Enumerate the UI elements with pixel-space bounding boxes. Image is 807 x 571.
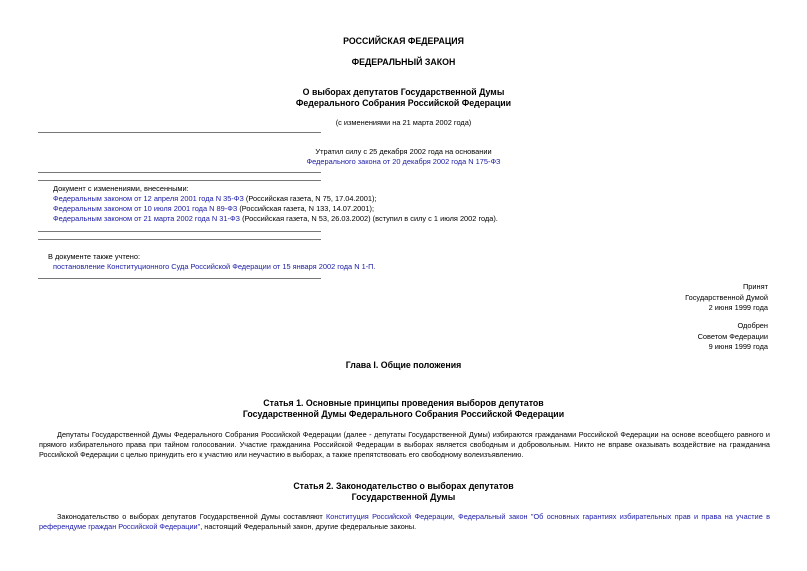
- divider: [38, 278, 321, 279]
- divider: [38, 132, 321, 133]
- article2-text-after: , настоящий Федеральный закон, другие федеральные законы.: [200, 522, 417, 532]
- amendment-link[interactable]: Федеральным законом от 12 апреля 2001 года N 35-ФЗ: [53, 194, 244, 203]
- amended-note: (с изменениями на 21 марта 2002 года): [335, 118, 472, 127]
- article2-text-before: Законодательство о выборах депутатов Государственной Думы составляют: [57, 512, 327, 521]
- divider: [38, 239, 321, 240]
- adoption-line: Советом Федерации: [697, 331, 768, 341]
- expired-text: Утратил силу с 25 декабря 2002 года на основании: [315, 147, 492, 156]
- also-considered-intro: В документе также учтено:: [48, 252, 141, 261]
- doc-type-heading: ФЕДЕРАЛЬНЫЙ ЗАКОН: [351, 57, 456, 67]
- law-title-line2: Федерального Собрания Российской Федерации: [295, 98, 512, 108]
- article2-title-line1: Статья 2. Законодательство о выборах депутатов: [293, 481, 514, 491]
- article1-text: Депутаты Государственной Думы Федерального Собрания Российской Федерации (далее - депутаты Государственной Думы) избираются гражданами Российской Федерации на основе всеобщего равного и прямого избирательного права при тайном голосовании. Участие гражданина Российской Федерации в выборах является свободным и добровольным. Никто не вправе оказывать воздействие на гражданина Российской Федерации с целью принудить его к участию или неучастию в выборах, а также препятствовать его свободному волеизъявлению.: [39, 430, 770, 460]
- divider: [38, 172, 321, 173]
- guarantees-law-link[interactable]: Федеральный закон "Об основных гарантиях избирательных прав и права на участие в референдуме граждан Российской Федерации": [39, 512, 770, 532]
- amendment-link[interactable]: Федеральным законом от 21 марта 2002 года N 31-ФЗ: [53, 214, 241, 223]
- amendments-intro: Документ с изменениями, внесенными:: [53, 184, 189, 193]
- adoption-line: 2 июня 1999 года: [708, 303, 768, 312]
- separator: ,: [452, 512, 459, 521]
- article2-text: [39, 512, 770, 532]
- divider: [38, 231, 321, 232]
- constitution-link[interactable]: Конституция Российской Федерации: [326, 512, 453, 521]
- adoption-approved: [698, 321, 768, 353]
- amendment-item: [53, 214, 498, 224]
- amendment-note: (Российская газета, N 75, 17.04.2001);: [243, 194, 377, 203]
- adoption-accepted: [685, 282, 768, 314]
- constitutional-court-link[interactable]: постановление Конституционного Суда Российской Федерации от 15 января 2002 года N 1-П.: [53, 262, 376, 271]
- adoption-line: Государственной Думой: [685, 292, 768, 302]
- expired-law-link[interactable]: Федерального закона от 20 декабря 2002 года N 175-ФЗ: [306, 157, 501, 166]
- article1-title-line2: Государственной Думы Федерального Собрания Российской Федерации: [242, 409, 565, 419]
- adoption-line: Принят: [742, 282, 768, 291]
- country-heading: РОССИЙСКАЯ ФЕДЕРАЦИЯ: [343, 36, 464, 46]
- adoption-line: Одобрен: [737, 321, 768, 330]
- law-title-line1: О выборах депутатов Государственной Думы: [302, 87, 505, 97]
- divider: [38, 180, 321, 181]
- amendment-note: (Российская газета, N 133, 14.07.2001);: [237, 204, 375, 213]
- article2-title-line2: Государственной Думы: [351, 492, 456, 502]
- amendment-item: [53, 204, 374, 214]
- article1-title-line1: Статья 1. Основные принципы проведения выборов депутатов: [263, 398, 544, 408]
- chapter-heading: Глава I. Общие положения: [345, 360, 462, 370]
- amendment-link[interactable]: Федеральным законом от 10 июля 2001 года N 89-ФЗ: [53, 204, 238, 213]
- amendment-note: (Российская газета, N 53, 26.03.2002) (вступил в силу с 1 июля 2002 года).: [240, 214, 498, 223]
- amendment-item: [53, 194, 376, 204]
- adoption-line: 9 июня 1999 года: [708, 342, 768, 351]
